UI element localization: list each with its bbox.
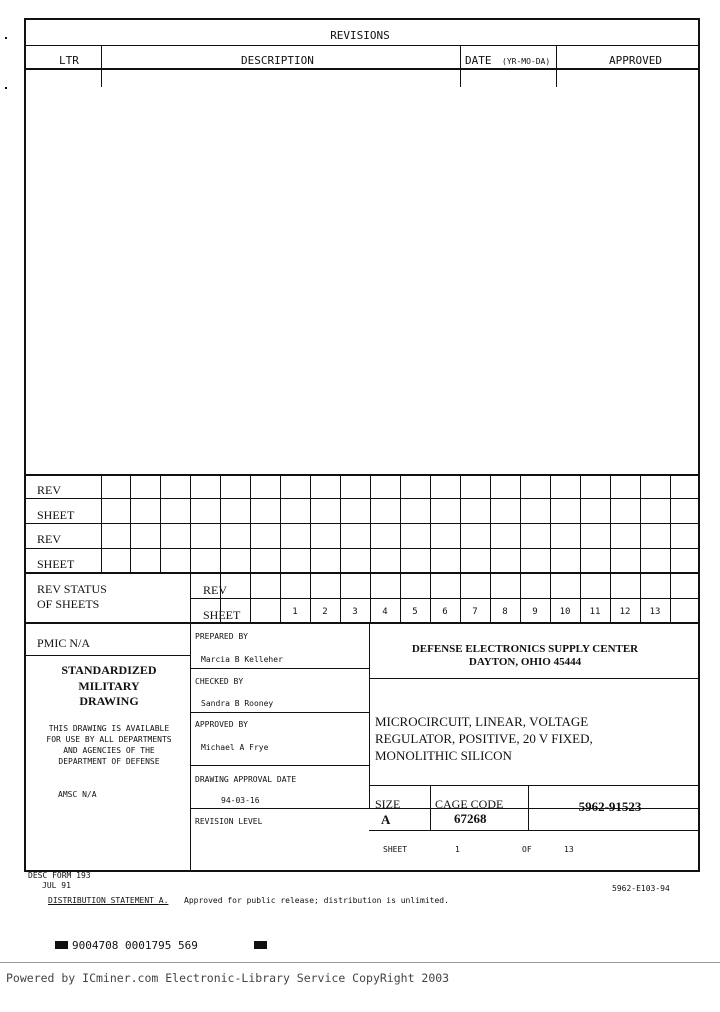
- agency-location: DAYTON, OHIO 45444: [468, 656, 582, 668]
- grid-line: [26, 548, 698, 549]
- amsc-label: AMSC N/A: [58, 790, 97, 799]
- approved-by-label: APPROVED BY: [195, 720, 248, 729]
- grid-line: [130, 474, 131, 572]
- form-date: JUL 91: [42, 881, 71, 890]
- prepared-by-name: Marcia B Kelleher: [201, 655, 283, 664]
- pmic-label: PMIC N/A: [37, 636, 91, 650]
- grid-line: [26, 498, 698, 499]
- approval-date-label: DRAWING APPROVAL DATE: [195, 775, 297, 784]
- divider: [528, 785, 529, 830]
- sheet-number: 1: [292, 607, 298, 617]
- sheet-number: 4: [382, 607, 388, 617]
- grid-line: [280, 474, 281, 622]
- sheet-number: 6: [442, 607, 448, 617]
- checked-by-name: Sandra B Rooney: [201, 699, 274, 708]
- grid-line: [370, 474, 371, 622]
- rev-row-label: REV: [37, 483, 61, 497]
- divider: [190, 668, 369, 669]
- agency-name: DEFENSE ELECTRONICS SUPPLY CENTER: [411, 643, 639, 655]
- margin-mark: [5, 37, 7, 39]
- sheet-number: 2: [322, 607, 328, 617]
- divider: [369, 785, 698, 786]
- sheet-number: 12: [619, 607, 631, 617]
- grid-line: [26, 572, 698, 574]
- of-sheets-label: OF SHEETS: [37, 597, 100, 611]
- col-header-date-format: (YR-MO-DA): [502, 57, 551, 66]
- size-label: SIZE: [375, 797, 401, 811]
- divider: [190, 622, 191, 870]
- drawing-number: 5962-91523: [578, 799, 642, 814]
- grid-line: [490, 474, 491, 622]
- col-header-ltr: LTR: [59, 54, 79, 67]
- rev-row-label: REV: [37, 532, 61, 546]
- divider: [26, 655, 190, 656]
- availability-text: DEPARTMENT OF DEFENSE: [58, 757, 160, 766]
- of-label: OF: [522, 845, 532, 854]
- sheet-number: 7: [472, 607, 478, 617]
- grid-line: [610, 474, 611, 622]
- powered-by-text: Powered by ICminer.com Electronic-Library Service CopyRight 2003: [6, 971, 450, 985]
- divider: [430, 785, 431, 830]
- checked-by-label: CHECKED BY: [195, 677, 244, 686]
- grid-line: [26, 474, 698, 476]
- barcode-block-icon: [254, 941, 267, 949]
- cage-code-value: 67268: [454, 811, 487, 826]
- distribution-statement-label: DISTRIBUTION STATEMENT A.: [48, 896, 169, 905]
- divider: [26, 68, 698, 70]
- margin-mark: [5, 87, 7, 89]
- sheet-row-label: SHEET: [37, 557, 75, 571]
- divider: [26, 45, 698, 46]
- title-line-3: MONOLITHIC SILICON: [375, 748, 512, 763]
- approved-by-name: Michael A Frye: [201, 743, 269, 752]
- cage-code-label: CAGE CODE: [435, 797, 504, 811]
- barcode-number: 9004708 0001795 569: [72, 939, 198, 952]
- grid-line: [160, 474, 161, 572]
- col-header-description: DESCRIPTION: [241, 54, 314, 67]
- col-header-date: DATE: [465, 54, 492, 67]
- footer-rule: [0, 962, 720, 963]
- revisions-title: REVISIONS: [330, 29, 390, 42]
- grid-line: [400, 474, 401, 622]
- distribution-statement-text: Approved for public release; distribution is unlimited.: [184, 896, 449, 905]
- sheet-value: 1: [455, 845, 460, 854]
- rev-status-rev-label: REV: [203, 583, 227, 597]
- col-header-approved: APPROVED: [609, 54, 662, 67]
- sheet-row-label: SHEET: [37, 508, 75, 522]
- availability-text: AND AGENCIES OF THE: [63, 746, 155, 755]
- revision-level-label: REVISION LEVEL: [195, 817, 263, 826]
- grid-line: [580, 474, 581, 622]
- divider: [101, 45, 102, 87]
- sheet-number: 11: [589, 607, 601, 617]
- divider: [190, 712, 369, 713]
- grid-line: [26, 523, 698, 524]
- grid-line: [190, 598, 698, 599]
- divider: [369, 830, 698, 831]
- title-line-2: REGULATOR, POSITIVE, 20 V FIXED,: [375, 731, 593, 746]
- availability-text: FOR USE BY ALL DEPARTMENTS: [46, 735, 172, 744]
- grid-line: [670, 474, 671, 622]
- rev-status-label: REV STATUS: [37, 582, 107, 596]
- divider: [556, 45, 557, 87]
- sheet-label: SHEET: [383, 845, 408, 854]
- grid-line: [250, 474, 251, 622]
- barcode-block-icon: [55, 941, 68, 949]
- sheet-number: 8: [502, 607, 508, 617]
- size-value: A: [381, 812, 391, 827]
- sheet-number: 9: [532, 607, 538, 617]
- divider: [190, 765, 369, 766]
- availability-text: THIS DRAWING IS AVAILABLE: [48, 724, 170, 733]
- grid-line: [640, 474, 641, 622]
- of-value: 13: [564, 845, 574, 854]
- grid-line: [340, 474, 341, 622]
- approval-date-value: 94-03-16: [221, 796, 260, 805]
- document-code: 5962-E103-94: [612, 884, 670, 893]
- divider: [26, 622, 698, 624]
- sheet-number: 3: [352, 607, 358, 617]
- divider: [460, 45, 461, 87]
- grid-line: [550, 474, 551, 622]
- grid-line: [310, 474, 311, 622]
- sheet-number: 13: [649, 607, 661, 617]
- grid-line: [190, 474, 191, 622]
- rev-status-sheet-label: SHEET: [203, 608, 241, 622]
- standardized-title: STANDARDIZED: [61, 663, 157, 677]
- drawing-title: DRAWING: [79, 694, 139, 708]
- grid-line: [101, 474, 102, 572]
- military-title: MILITARY: [78, 679, 140, 693]
- title-line-1: MICROCIRCUIT, LINEAR, VOLTAGE: [375, 714, 589, 729]
- grid-line: [220, 474, 221, 622]
- form-number: DESC FORM 193: [28, 871, 91, 880]
- prepared-by-label: PREPARED BY: [195, 632, 248, 641]
- sheet-number: 5: [412, 607, 418, 617]
- sheet-number: 10: [559, 607, 571, 617]
- grid-line: [430, 474, 431, 622]
- grid-line: [520, 474, 521, 622]
- divider: [369, 678, 698, 679]
- grid-line: [460, 474, 461, 622]
